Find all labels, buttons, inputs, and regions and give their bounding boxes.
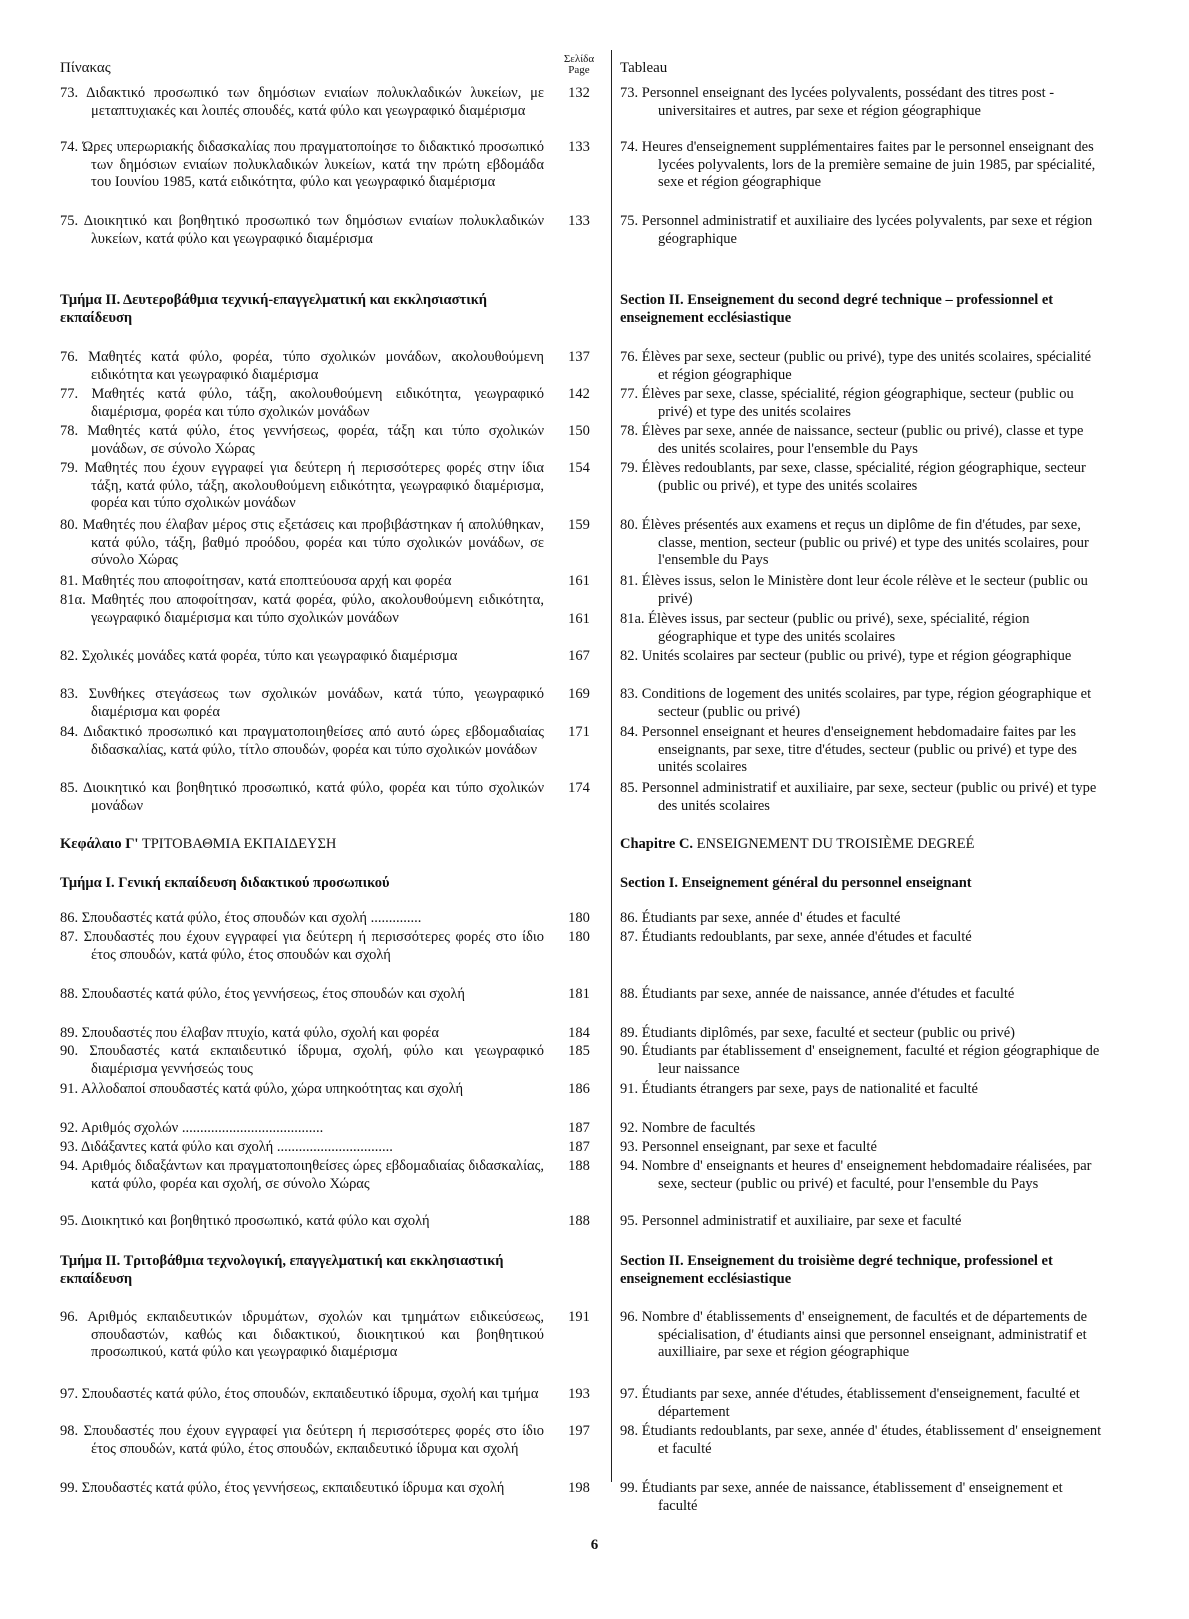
- entry-french: 74. Heures d'enseignement supplémentaires faites par le personnel enseignant des lycées polyvalents, lors de la première semaine de juin 1985, par spécialité, sexe et région géographique: [620, 139, 1096, 190]
- entry-french: 84. Personnel enseignant et heures d'enseignement hebdomadaire faites par les enseignants, par sexe, titre d'études, secteur (public ou privé) et type des unités scolaires: [620, 724, 1077, 775]
- entry-greek: 92. Αριθμός σχολών .......................................: [60, 1120, 324, 1136]
- entry-french: 97. Étudiants par sexe, année d'études, établissement d'enseignement, faculté et département: [620, 1386, 1080, 1420]
- entry-french: 80. Élèves présentés aux examens et reçus un diplôme de fin d'études, par sexe, classe, mention, secteur (public ou privé) et type des unités scolaires, pour l'ensemble du Pays: [620, 517, 1089, 568]
- section-heading-french: Section I. Enseignement général du personnel enseignant: [620, 875, 972, 891]
- entry-greek: 83. Συνθήκες στεγάσεως των σχολικών μονάδων, κατά τύπο, γεωγραφικό διαμέρισμα και φορέα: [60, 686, 544, 720]
- chapter-title-greek: ΤΡΙΤΟΒΑΘΜΙΑ ΕΚΠΑΙΔΕΥΣΗ: [138, 836, 337, 852]
- entry-page: 154: [568, 460, 590, 476]
- entry-page: 187: [568, 1139, 590, 1155]
- entry-french: 87. Étudiants redoublants, par sexe, année d'études et faculté: [620, 929, 972, 945]
- entry-page: 198: [568, 1480, 590, 1496]
- section-heading-greek: Τμήμα Ι. Γενική εκπαίδευση διδακτικού προσωπικού: [60, 875, 390, 891]
- section-heading-greek: Τμήμα ΙΙ. Δευτεροβάθμια τεχνική-επαγγελματική και εκκλησιαστική εκπαίδευση: [60, 292, 487, 326]
- entry-french: 76. Élèves par sexe, secteur (public ou privé), type des unités scolaires, spécialité et région géographique: [620, 349, 1092, 383]
- entry-french: 81. Élèves issus, selon le Ministère dont leur école rélève et le secteur (public ou privé): [620, 573, 1088, 607]
- entry-french: 88. Étudiants par sexe, année de naissance, année d'études et faculté: [620, 986, 1015, 1002]
- french-column-header: Tableau: [620, 60, 668, 76]
- entry-greek: 80. Μαθητές που έλαβαν μέρος στις εξετάσεις και προβιβάστηκαν ή απολύθηκαν, κατά φύλο, τάξη, βαθμό προόδου, φορέα και τύπο σχολικών μονάδων, σε σύνολο Χώρας: [60, 517, 544, 568]
- entry-french: 75. Personnel administratif et auxiliaire des lycées polyvalents, par sexe et région géographique: [620, 213, 1093, 247]
- entry-greek: 73. Διδακτικό προσωπικό των δημόσιων ενιαίων πολυκλαδικών λυκείων, με μεταπτυχιακές και λοιπές σπουδές, κατά φύλο και γεωγραφικό διαμέρισμα: [60, 85, 544, 119]
- entry-greek: 79. Μαθητές που έχουν εγγραφεί για δεύτερη ή περισσότερες φορές στην ίδια τάξη, κατά φύλο, τάξη, ακολουθούμενη ειδικότητα, γεωγραφικό διαμέρισμα, φορέα και τύπο σχολικών μονάδων: [60, 460, 544, 511]
- entry-page: 180: [568, 910, 590, 926]
- entry-greek: 81α. Μαθητές που αποφοίτησαν, κατά φορέα, φύλο, ακολουθούμενη ειδικότητα, γεωγραφικό διαμέρισμα και τύπο σχολικών μονάδων: [60, 592, 544, 626]
- entry-french: 91. Étudiants étrangers par sexe, pays de nationalité et faculté: [620, 1081, 978, 1097]
- chapter-label-french: Chapitre C.: [620, 836, 694, 852]
- entry-greek: 91. Αλλοδαποί σπουδαστές κατά φύλο, χώρα υπηκοότητας και σχολή: [60, 1081, 464, 1097]
- entry-french: 86. Étudiants par sexe, année d' études et faculté: [620, 910, 901, 926]
- entry-greek: 85. Διοικητικό και βοηθητικό προσωπικό, κατά φύλο, φορέα και τύπο σχολικών μονάδων: [60, 780, 544, 814]
- section-heading-french: Section II. Enseignement du troisième degré technique, professionel et enseignement ecclésiastique: [620, 1253, 1053, 1287]
- entry-french: 90. Étudiants par établissement d' enseignement, faculté et région géographique de leur naissance: [620, 1043, 1100, 1077]
- chapter-title-french: ENSEIGNEMENT DU TROISIÈME DEGREÉ: [693, 836, 975, 852]
- entry-greek: 97. Σπουδαστές κατά φύλο, έτος σπουδών, εκπαιδευτικό ίδρυμα, σχολή και τμήμα: [60, 1386, 539, 1402]
- entry-greek: 96. Αριθμός εκπαιδευτικών ιδρυμάτων, σχολών και τμημάτων ειδικεύσεως, σπουδαστών, καθώς και διδακτικού, διοικητικού και βοηθητικού προσωπικού, κατά φύλο και γεωγραφικό διαμέρισμα: [60, 1309, 544, 1360]
- entry-french: 83. Conditions de logement des unités scolaires, par type, région géographique et secteur (public ou privé): [620, 686, 1092, 720]
- entry-french: 99. Étudiants par sexe, année de naissance, établissement d' enseignement et faculté: [620, 1480, 1063, 1514]
- entry-french: 96. Nombre d' établissements d' enseignement, de facultés et de départements de spécialisation, d' étudiants ainsi que personnel enseignant, administratif et auxilliaire, par sexe et région géographique: [620, 1309, 1088, 1360]
- entry-french: 92. Nombre de facultés: [620, 1120, 756, 1136]
- entry-greek: 98. Σπουδαστές που έχουν εγγραφεί για δεύτερη ή περισσότερες φορές στο ίδιο έτος σπουδών, κατά φύλο, έτος σπουδών, εκπαιδευτικό ίδρυμα και σχολή: [60, 1423, 544, 1457]
- entry-greek: 95. Διοικητικό και βοηθητικό προσωπικό, κατά φύλο και σχολή: [60, 1213, 430, 1229]
- page-number: 6: [590, 1537, 599, 1553]
- entry-french: 94. Nombre d' enseignants et heures d' enseignement hebdomadaire réalisées, par sexe, secteur (public ou privé) et faculté, pour l'ensemble du Pays: [620, 1158, 1092, 1192]
- entry-greek: 89. Σπουδαστές που έλαβαν πτυχίο, κατά φύλο, σχολή και φορέα: [60, 1025, 439, 1041]
- entry-greek: 99. Σπουδαστές κατά φύλο, έτος γεννήσεως, εκπαιδευτικό ίδρυμα και σχολή: [60, 1480, 505, 1496]
- entry-page: 187: [568, 1120, 590, 1136]
- column-divider: [611, 50, 612, 1482]
- page-label-greek: Σελίδα: [563, 53, 595, 65]
- chapter-heading-greek: [60, 836, 544, 854]
- entry-greek: 75. Διοικητικό και βοηθητικό προσωπικό των δημόσιων ενιαίων πολυκλαδικών λυκείων, κατά φύλο και γεωγραφικό διαμέρισμα: [60, 213, 544, 247]
- entry-page: 167: [568, 648, 590, 664]
- entry-page: 188: [568, 1158, 590, 1174]
- entry-greek: 90. Σπουδαστές κατά εκπαιδευτικό ίδρυμα, σχολή, φύλο και γεωγραφικό διαμέρισμα γεννήσεώς τους: [60, 1043, 544, 1077]
- entry-page: 185: [568, 1043, 590, 1059]
- entry-french: 89. Étudiants diplômés, par sexe, faculté et secteur (public ou privé): [620, 1025, 1015, 1041]
- entry-french: 77. Élèves par sexe, classe, spécialité, région géographique, secteur (public ou privé) et type des unités scolaires: [620, 386, 1074, 420]
- entry-french: 81a. Élèves issus, par secteur (public ou privé), sexe, spécialité, région géographique et type des unités scolaires: [620, 611, 1030, 645]
- entry-page: 181: [568, 986, 590, 1002]
- entry-greek: 81. Μαθητές που αποφοίτησαν, κατά εποπτεύουσα αρχή και φορέα: [60, 573, 452, 589]
- page-column-header: [552, 54, 606, 76]
- entry-page: 197: [568, 1423, 590, 1439]
- entry-page: 133: [568, 139, 590, 155]
- entry-french: 98. Étudiants redoublants, par sexe, année d' études, établissement d' enseignement et faculté: [620, 1423, 1102, 1457]
- entry-greek: 74. Ώρες υπερωριακής διδασκαλίας που πραγματοποίησε το διδακτικό προσωπικό των δημόσιων ενιαίων πολυκλαδικών λυκείων, κατά την πρώτη εβδομάδα του Ιουνίου 1985, κατά ειδικότητα, φύλο και γεωγραφικό διαμέρισμα: [60, 139, 544, 190]
- entry-french: 95. Personnel administratif et auxiliaire, par sexe et faculté: [620, 1213, 962, 1229]
- entry-page: 142: [568, 386, 590, 402]
- entry-greek: 84. Διδακτικό προσωπικό και πραγματοποιηθείσες από αυτό ώρες εβδομαδιαίας διδασκαλίας, κατά φύλο, τίτλο σπουδών, φορέα και τύπο σχολικών μονάδων: [60, 724, 544, 758]
- entry-page: 184: [568, 1025, 590, 1041]
- entry-page: 191: [568, 1309, 590, 1325]
- entry-greek: 77. Μαθητές κατά φύλο, τάξη, ακολουθούμενη ειδικότητα, γεωγραφικό διαμέρισμα, φορέα και τύπο σχολικών μονάδων: [60, 386, 544, 420]
- entry-page: 161: [568, 573, 590, 589]
- entry-page: 193: [568, 1386, 590, 1402]
- entry-page: 137: [568, 349, 590, 365]
- entry-page: 132: [568, 85, 590, 101]
- entry-page: 161: [568, 611, 590, 627]
- entry-page: 159: [568, 517, 590, 533]
- section-heading-greek: Τμήμα ΙΙ. Τριτοβάθμια τεχνολογική, επαγγελματική και εκκλησιαστική εκπαίδευση: [60, 1253, 504, 1287]
- entry-page: 180: [568, 929, 590, 945]
- entry-french: 85. Personnel administratif et auxiliaire, par sexe, secteur (public ou privé) et type des unités scolaires: [620, 780, 1097, 814]
- entry-page: 188: [568, 1213, 590, 1229]
- entry-french: 78. Élèves par sexe, année de naissance, secteur (public ou privé), classe et type des unités scolaires, pour l'ensemble du Pays: [620, 423, 1084, 457]
- entry-french: 82. Unités scolaires par secteur (public ou privé), type et région géographique: [620, 648, 1072, 664]
- entry-page: 186: [568, 1081, 590, 1097]
- entry-page: 174: [568, 780, 590, 796]
- entry-page: 171: [568, 724, 590, 740]
- entry-greek: 82. Σχολικές μονάδες κατά φορέα, τύπο και γεωγραφικό διαμέρισμα: [60, 648, 458, 664]
- entry-french: 93. Personnel enseignant, par sexe et faculté: [620, 1139, 877, 1155]
- entry-greek: 94. Αριθμός διδαξάντων και πραγματοποιηθείσες ώρες εβδομαδιαίας διδασκαλίας, κατά φύλο, φορέα και σχολή, σε σύνολο Χώρας: [60, 1158, 544, 1192]
- entry-greek: 76. Μαθητές κατά φύλο, φορέα, τύπο σχολικών μονάδων, ακολουθούμενη ειδικότητα και γεωγραφικό διαμέρισμα: [60, 349, 544, 383]
- chapter-label-greek: Κεφάλαιο Γ': [60, 836, 139, 852]
- entry-greek: 86. Σπουδαστές κατά φύλο, έτος σπουδών και σχολή ..............: [60, 910, 422, 926]
- entry-greek: 93. Διδάξαντες κατά φύλο και σχολή ................................: [60, 1139, 393, 1155]
- entry-page: 133: [568, 213, 590, 229]
- greek-column-header: Πίνακας: [60, 60, 111, 76]
- chapter-heading-french: [620, 836, 1102, 854]
- entry-greek: 88. Σπουδαστές κατά φύλο, έτος γεννήσεως, έτος σπουδών και σχολή: [60, 986, 465, 1002]
- entry-french: 79. Élèves redoublants, par sexe, classe, spécialité, région géographique, secteur (public ou privé), et type des unités scolaires: [620, 460, 1086, 494]
- page-label-french: Page: [568, 64, 590, 76]
- entry-greek: 78. Μαθητές κατά φύλο, έτος γεννήσεως, φορέα, τάξη και τύπο σχολικών μονάδων, σε σύνολο Χώρας: [60, 423, 544, 457]
- entry-greek: 87. Σπουδαστές που έχουν εγγραφεί για δεύτερη ή περισσότερες φορές στο ίδιο έτος σπουδών, κατά φύλο, έτος σπουδών και σχολή: [60, 929, 544, 963]
- entry-page: 150: [568, 423, 590, 439]
- entry-page: 169: [568, 686, 590, 702]
- section-heading-french: Section II. Enseignement du second degré technique – professionnel et enseignement ecclésiastique: [620, 292, 1054, 326]
- entry-french: 73. Personnel enseignant des lycées polyvalents, possédant des titres post - universitaires et autres, par sexe et région géographique: [620, 85, 1055, 119]
